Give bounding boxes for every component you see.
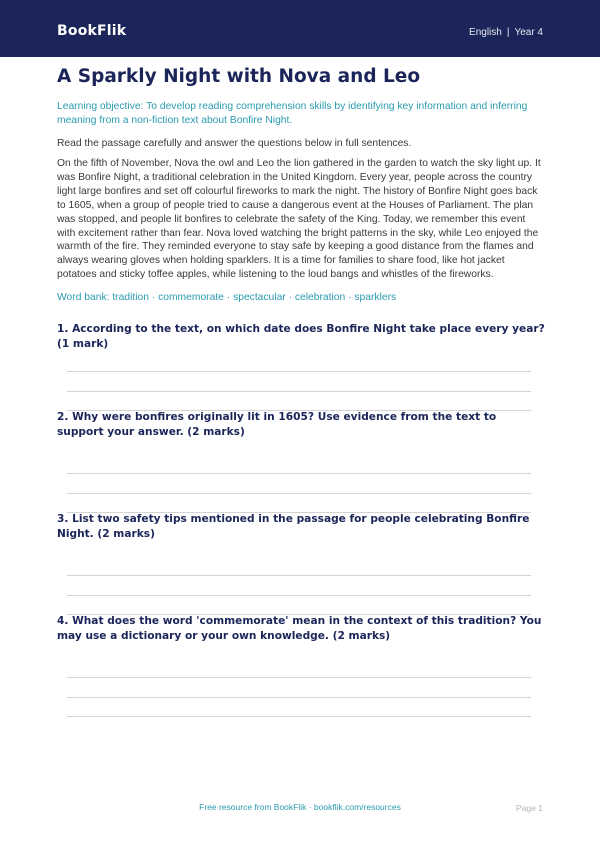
question-4: 4. What does the word 'commemorate' mean in the context of this tradition? You may use a dictionary or your own knowledge. (2 marks) [57,615,542,642]
subject-year-label [469,27,543,38]
footer-credit: Free resource from BookFlik · bookflik.com/resources [199,802,401,812]
learning-objective: Learning objective: To develop reading comprehension skills by identifying key information and inferring meaning from a non-fiction text about Bonfire Night. [57,101,528,126]
page-header [0,0,600,57]
answer-line[interactable] [67,677,531,678]
subject-label: English [469,27,502,38]
header-separator: | [506,27,510,38]
page-number: Page 1 [516,803,543,813]
brand-logo: BookFlik [57,23,127,39]
question-3: 3. List two safety tips mentioned in the passage for people celebrating Bonfire Night. (2 marks) [57,513,530,540]
answer-line[interactable] [67,716,531,717]
year-label: Year 4 [514,27,543,38]
answer-line[interactable] [67,595,531,596]
instruction-text: Read the passage carefully and answer the questions below in full sentences. [57,138,412,149]
question-1: 1. According to the text, on which date does Bonfire Night take place every year? (1 mark) [57,323,545,350]
question-2: 2. Why were bonfires originally lit in 1605? Use evidence from the text to support your answer. (2 marks) [57,411,497,438]
answer-line[interactable] [67,493,531,494]
word-bank: Word bank: tradition · commemorate · spectacular · celebration · sparklers [57,292,397,303]
answer-line[interactable] [67,371,531,372]
answer-line[interactable] [67,473,531,474]
answer-line[interactable] [67,575,531,576]
answer-line[interactable] [67,391,531,392]
page-title: A Sparkly Night with Nova and Leo [57,66,421,87]
answer-line[interactable] [67,697,531,698]
reading-passage: On the fifth of November, Nova the owl and Leo the lion gathered in the garden to watch the sky light up. It was Bonfire Night, a traditional celebration in the United Kingdom. Every year, people across the country light large bonfires and set off colourful fireworks to mark the night. The history of Bonfire Night goes back to 1605, when a group of people tried to cause a dangerous event at the Houses of Parliament. The plan was stopped, and people lit bonfires to celebrate the safety of the King. Today, we remember this event with excitement rather than fear. Nova loved watching the bright patterns in the sky, while Leo enjoyed the warmth of the fire. They reminded everyone to stay safe by keeping a good distance from the flames and always wearing gloves when holding sparklers. It is a time for families to share food, like hot jacket potatoes and sticky toffee apples, while listening to the loud bangs and whistles of the fireworks. [57,158,541,281]
